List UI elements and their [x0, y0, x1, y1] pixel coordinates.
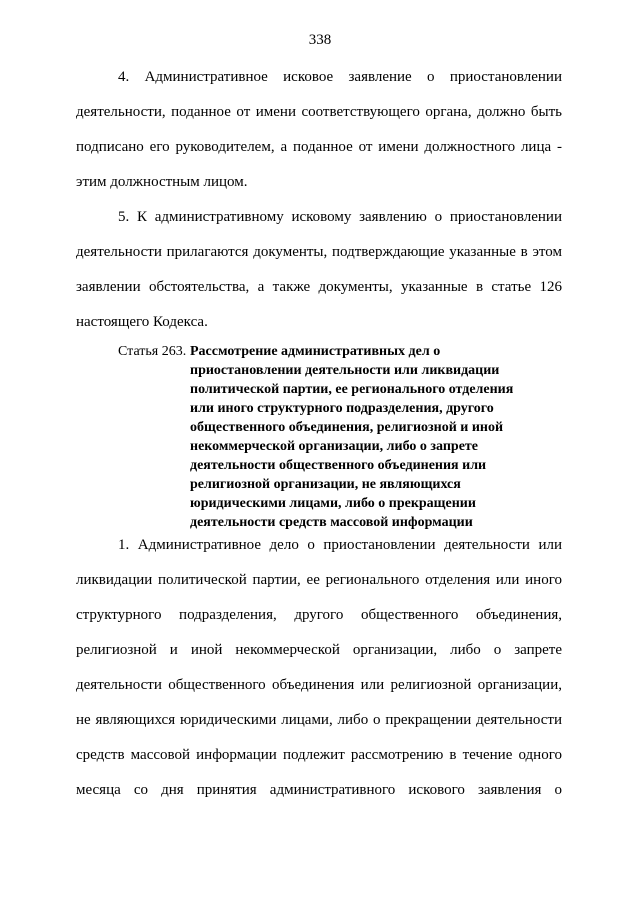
paragraph-line: ликвидации политической партии, ее регионального отделения или иного	[76, 572, 562, 588]
paragraph-5	[76, 200, 562, 340]
paragraph-4	[76, 60, 562, 200]
paragraph-line: 4. Административное исковое заявление о приостановлении	[118, 69, 562, 85]
paragraph-1	[76, 528, 562, 808]
paragraph-line: средств массовой информации подлежит рассмотрению в течение одного	[76, 747, 562, 763]
article-title-line: или иного структурного подразделения, другого	[190, 401, 494, 416]
paragraph-line: религиозной и иной некоммерческой организации, либо о запрете	[76, 642, 562, 658]
article-title-line: некоммерческой организации, либо о запрете	[190, 439, 478, 454]
paragraph-line: 5. К административному исковому заявлению о приостановлении	[118, 209, 562, 225]
article-title-line: деятельности общественного объединения или	[190, 458, 487, 473]
article-title-line: Рассмотрение административных дел о	[190, 344, 441, 359]
paragraph-line: не являющихся юридическими лицами, либо о прекращении деятельности	[76, 712, 562, 728]
article-title-line: религиозной организации, не являющихся	[190, 477, 461, 492]
article-title-line: приостановлении деятельности или ликвидации	[190, 363, 500, 378]
paragraph-line: подписано его руководителем, а поданное от имени должностного лица -	[76, 139, 562, 155]
article-number: Статья 263.	[118, 344, 187, 359]
paragraph-line: месяца со дня принятия административного искового заявления о	[76, 782, 562, 798]
article-title-line: юридическими лицами, либо о прекращении	[190, 496, 476, 511]
article-title-line: деятельности средств массовой информации	[190, 515, 473, 530]
article-title	[190, 342, 513, 532]
paragraph-line: деятельности прилагаются документы, подтверждающие указанные в этом	[76, 244, 562, 260]
paragraph-line: структурного подразделения, другого общественного объединения,	[76, 607, 562, 623]
paragraph-line: заявлении обстоятельства, а также документы, указанные в статье 126	[76, 279, 562, 295]
article-title-line: общественного объединения, религиозной и иной	[190, 420, 504, 435]
article-title-line: политической партии, ее регионального отделения	[190, 382, 514, 397]
paragraph-line: деятельности, поданное от имени соответствующего органа, должно быть	[76, 104, 562, 120]
page-number: 338	[308, 32, 332, 48]
paragraph-line: деятельности общественного объединения или религиозной организации,	[76, 677, 562, 693]
paragraph-line: этим должностным лицом.	[76, 174, 248, 190]
paragraph-line: настоящего Кодекса.	[76, 314, 208, 330]
paragraph-line: 1. Административное дело о приостановлении деятельности или	[118, 537, 562, 553]
